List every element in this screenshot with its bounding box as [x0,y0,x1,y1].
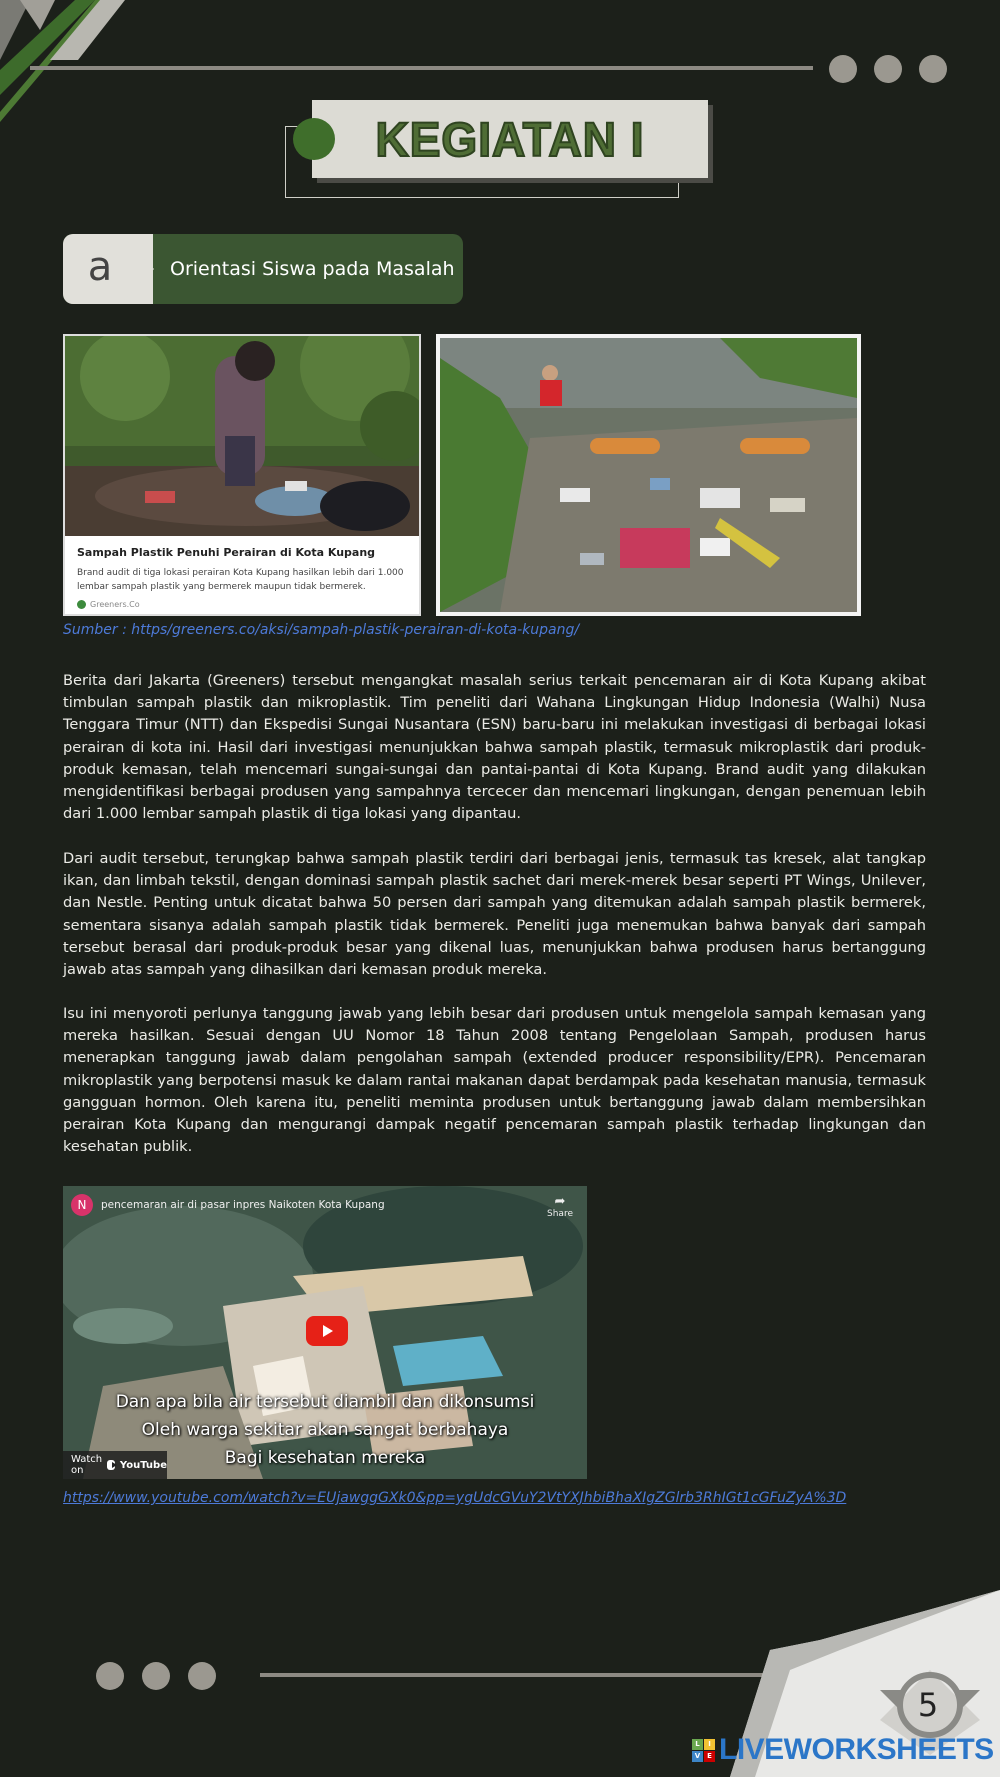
video-link[interactable]: https://www.youtube.com/watch?v=EUjawggGXk0&pp=ygUdcGVuY2VtYXJhbiBhaXIgZGlrb3RhIGt1cGFuZyA%3D [63,1490,847,1506]
header-dot [919,55,947,83]
liveworksheets-grid-icon [692,1739,715,1762]
header-dot [874,55,902,83]
video-subtitle-2: Oleh warga sekitar akan sangat berbahaya [141,1420,509,1440]
section-letter: a [87,244,113,290]
news-headline: Sampah Plastik Penuhi Perairan di Kota Kupang [77,546,376,559]
header-rule [30,66,813,70]
news-source-name: Greeners.Co [90,600,140,609]
paragraph-3: Isu ini menyoroti perlunya tanggung jawab yang lebih besar dari produsen untuk mengelola sampah kemasan yang mereka hasilkan. Sesuai dengan UU Nomor 18 Tahun 2008 tentang Pengelolaan Sampah, produsen harus menerapkan tanggung jawab dalam pengolahan sampah (extended producer responsibility/EPR). Pencemaran mikroplastik yang berpotensi masuk ke dalam rantai makanan dapat berdampak pada kesehatan manusia, termasuk gangguan hormon. Oleh karena itu, peneliti meminta produsen untuk bertanggung jawab dalam membersihkan perairan Kota Kupang dan mengurangi dampak negatif pencemaran sampah plastik terhadap lingkungan dan kesehatan publik. [63,1005,926,1156]
title-banner [312,100,708,178]
section-label: Orientasi Siswa pada Masalah [170,258,455,280]
youtube-video-embed[interactable] [63,1186,587,1479]
news-photo-card [63,334,421,616]
header-dot [829,55,857,83]
logo-letter-v: V [692,1751,703,1762]
logo-letter-l: L [692,1739,703,1750]
watch-on-youtube-button[interactable] [63,1451,167,1479]
video-subtitle-3: Bagi kesehatan mereka [224,1448,426,1468]
video-header [71,1194,385,1216]
liveworksheets-logo [692,1733,994,1767]
share-button[interactable] [547,1194,573,1219]
video-subtitle-1: Dan apa bila air tersebut diambil dan dikonsumsi [115,1392,535,1412]
river-trash-photo [436,334,861,616]
play-button[interactable] [306,1316,348,1346]
woman-collecting-trash-photo [65,336,421,536]
image-source-link[interactable]: Sumber : https/greeners.co/aksi/sampah-plastik-perairan-di-kota-kupang/ [63,622,580,638]
footer-rule [260,1673,780,1677]
news-summary: Brand audit di tiga lokasi perairan Kota Kupang hasilkan lebih dari 1.000 lembar sampah plastik yang bermerek maupun tidak bermerek. [77,568,404,592]
channel-avatar[interactable]: N [71,1194,93,1216]
page-number: 5 [917,1686,939,1724]
page-title: KEGIATAN I [375,111,645,167]
watch-on-label: Watch on [71,1454,103,1476]
paragraph-1: Berita dari Jakarta (Greeners) tersebut mengangkat masalah serius terkait pencemaran air di Kota Kupang akibat timbulan sampah plastik dan mikroplastik. Tim peneliti dari Wahana Lingkungan Hidup Indonesia (Walhi) Nusa Tenggara Timur (NTT) dan Ekspedisi Sungai Nusantara (ESN) baru-baru ini melakukan investigasi di berbagai lokasi perairan di kota ini. Hasil dari investigasi menunjukkan bahwa sampah plastik, termasuk mikroplastik dari produk-produk kemasan, telah mencemari sungai-sungai dan pantai-pantai di Kota Kupang. Brand audit yang dilakukan mengidentifikasi berbagai produsen yang sampahnya tercecer dan mencemari lingkungan, dengan penemuan lebih dari 1.000 lembar sampah plastik di tiga lokasi yang dipantau. [63,672,926,823]
share-icon: ➦ [554,1194,566,1209]
logo-letter-e: E [704,1751,715,1762]
paragraph-2: Dari audit tersebut, terungkap bahwa sampah plastik terdiri dari berbagai jenis, termasuk tas kresek, alat tangkap ikan, dan limbah tekstil, dengan dominasi sampah plastik sachet dari merek-merek besar seperti PT Wings, Unilever, dan Nestle. Penting untuk dicatat bahwa 50 persen dari sampah yang ditemukan adalah sampah plastik bermerek, sementara sisanya adalah sampah plastik tidak bermerek. Peneliti juga menemukan bahwa banyak dari sampah tersebut berasal dari produk-produk besar yang dikenal luas, menunjukkan bahwa produsen harus bertanggung jawab atas sampah yang dihasilkan dari kemasan produk mereka. [63,850,926,979]
title-bullet [293,118,335,160]
footer-dot [188,1662,216,1690]
river-trash-image [440,338,857,612]
source-logo-icon [77,600,86,609]
video-title[interactable]: pencemaran air di pasar inpres Naikoten Kota Kupang [101,1199,385,1211]
youtube-icon [107,1460,115,1470]
footer-dot [142,1662,170,1690]
news-source [77,600,140,609]
footer-dot [96,1662,124,1690]
news-caption [65,536,419,616]
corner-decoration [0,0,140,130]
logo-letter-i: I [704,1739,715,1750]
liveworksheets-wordmark: LIVEWORKSHEETS [719,1733,994,1766]
youtube-label: YouTube [119,1459,167,1471]
share-label: Share [547,1209,573,1219]
